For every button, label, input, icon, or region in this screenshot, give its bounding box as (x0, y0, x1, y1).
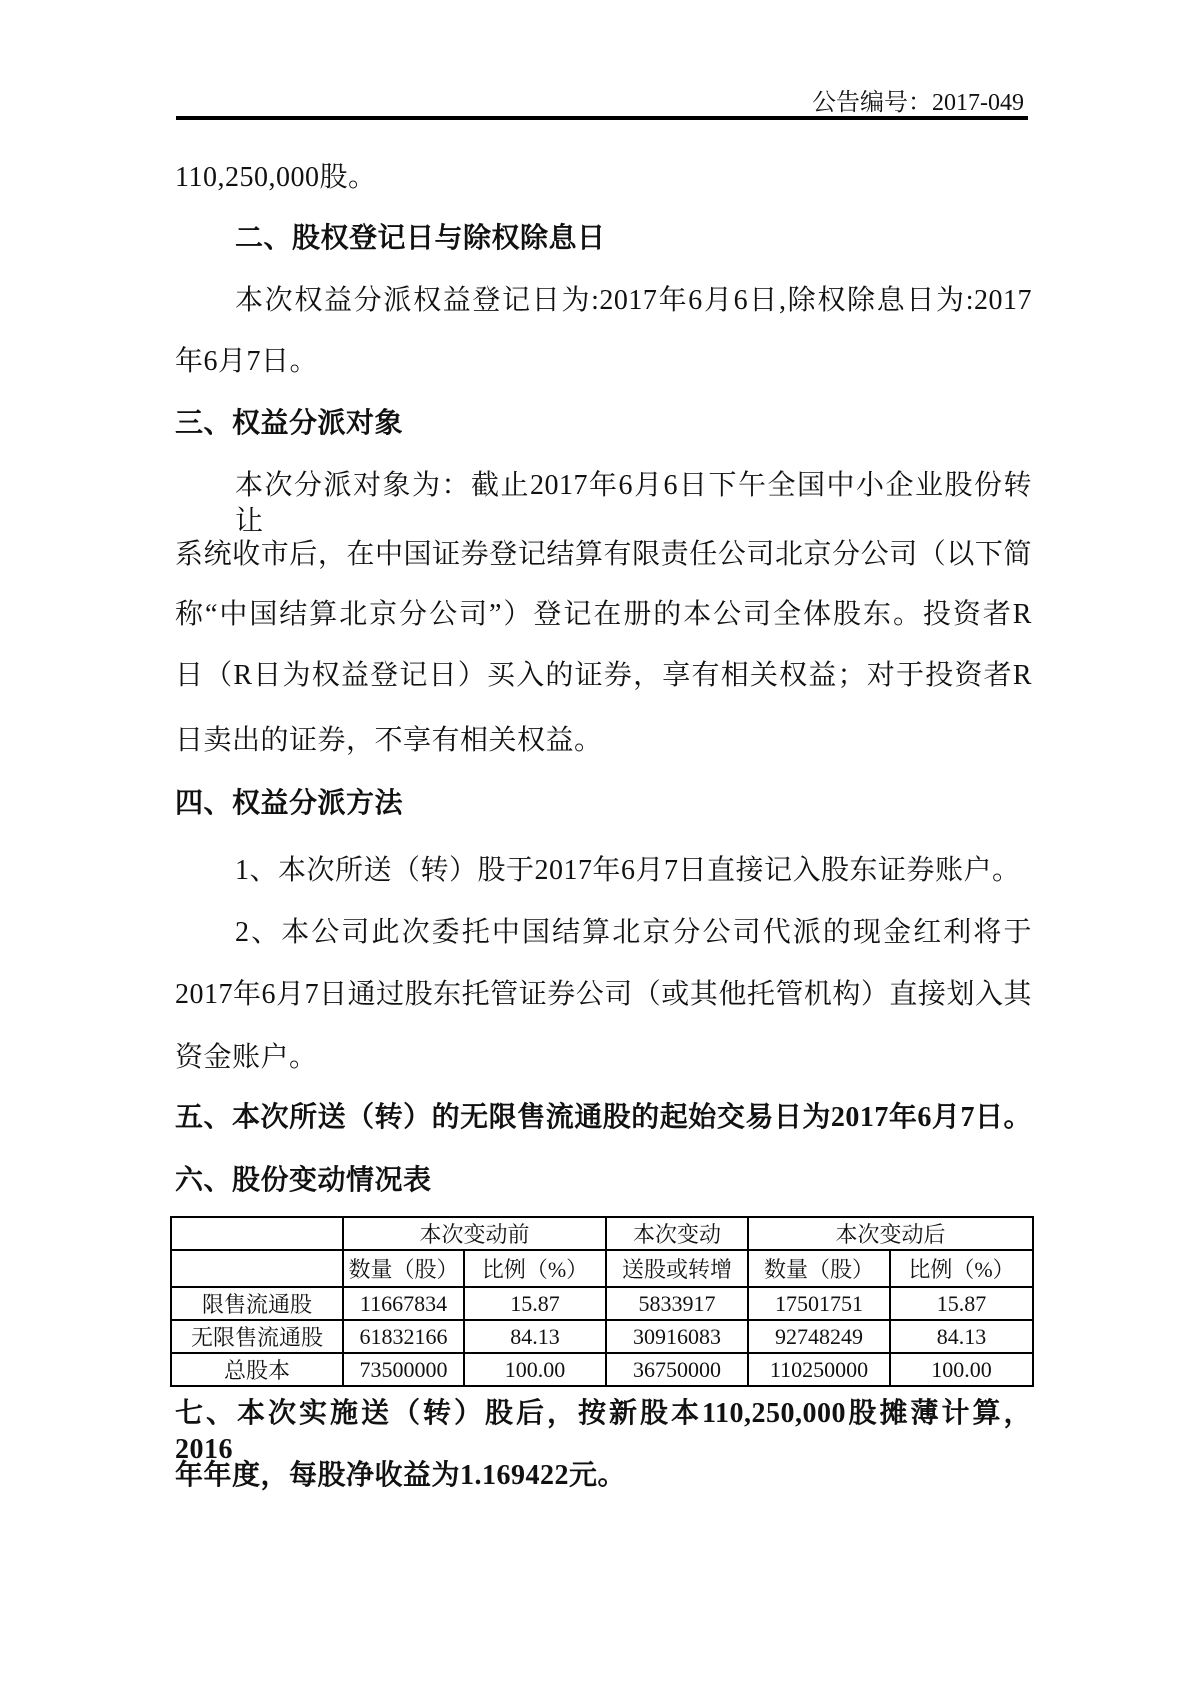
cell-before-pct: 84.13 (464, 1320, 606, 1353)
cell-after-qty: 110250000 (748, 1353, 890, 1386)
share-change-table (170, 1216, 1034, 1387)
col-header-pct-before: 比例（%） (464, 1250, 606, 1287)
section-7-line-1: 七、本次实施送（转）股后，按新股本110,250,000股摊薄计算，2016 (175, 1398, 1032, 1465)
para-3-line-5: 日卖出的证券，不享有相关权益。 (175, 725, 603, 756)
section-2-heading: 二、股权登记日与除权除息日 (235, 223, 606, 254)
para-4-item-2-line-3: 资金账户。 (175, 1042, 318, 1073)
row-label: 总股本 (171, 1353, 343, 1386)
para-3-line-3: 称“中国结算北京分公司”）登记在册的本公司全体股东。投资者R (175, 599, 1032, 630)
group-header-before: 本次变动前 (343, 1217, 606, 1250)
table-group-header-row (171, 1217, 1033, 1250)
row-label: 无限售流通股 (171, 1320, 343, 1353)
cell-after-pct: 15.87 (890, 1287, 1033, 1320)
para-3-line-2: 系统收市后，在中国证券登记结算有限责任公司北京分公司（以下简 (175, 539, 1032, 570)
para-3-line-1: 本次分派对象为：截止2017年6月6日下午全国中小企业股份转让 (235, 470, 1032, 537)
section-5-heading: 五、本次所送（转）的无限售流通股的起始交易日为2017年6月7日。 (175, 1102, 1032, 1133)
cell-before-qty: 73500000 (343, 1353, 464, 1386)
group-header-change: 本次变动 (606, 1217, 748, 1250)
table-column-header-row (171, 1250, 1033, 1287)
section-7-line-2: 年年度，每股净收益为1.169422元。 (175, 1460, 627, 1491)
cell-before-qty: 11667834 (343, 1287, 464, 1320)
para-3-line-4: 日（R日为权益登记日）买入的证券，享有相关权益；对于投资者R (175, 660, 1032, 691)
cell-before-qty: 61832166 (343, 1320, 464, 1353)
para-4-item-2-line-2: 2017年6月7日通过股东托管证券公司（或其他托管机构）直接划入其 (175, 979, 1032, 1010)
cell-after-pct: 100.00 (890, 1353, 1033, 1386)
table-row-restricted (171, 1287, 1033, 1320)
table-corner-cell-2 (171, 1250, 343, 1287)
para-2-line-2: 年6月7日。 (175, 346, 319, 377)
cell-after-pct: 84.13 (890, 1320, 1033, 1353)
cell-change-qty: 5833917 (606, 1287, 748, 1320)
para-2-line-1: 本次权益分派权益登记日为:2017年6月6日,除权除息日为:2017 (235, 285, 1032, 316)
col-header-qty-after: 数量（股） (748, 1250, 890, 1287)
carryover-line: 110,250,000股。 (175, 162, 377, 193)
cell-change-qty: 36750000 (606, 1353, 748, 1386)
para-4-item-1: 1、本次所送（转）股于2017年6月7日直接记入股东证券账户。 (235, 855, 1021, 886)
col-header-change: 送股或转增 (606, 1250, 748, 1287)
section-4-heading: 四、权益分派方法 (175, 788, 404, 819)
col-header-pct-after: 比例（%） (890, 1250, 1033, 1287)
cell-after-qty: 92748249 (748, 1320, 890, 1353)
table-corner-cell (171, 1217, 343, 1250)
row-label: 限售流通股 (171, 1287, 343, 1320)
section-6-heading: 六、股份变动情况表 (175, 1165, 432, 1196)
cell-after-qty: 17501751 (748, 1287, 890, 1320)
cell-change-qty: 30916083 (606, 1320, 748, 1353)
cell-before-pct: 15.87 (464, 1287, 606, 1320)
table-row-unrestricted (171, 1320, 1033, 1353)
col-header-qty-before: 数量（股） (343, 1250, 464, 1287)
para-4-item-2-line-1: 2、本公司此次委托中国结算北京分公司代派的现金红利将于 (235, 917, 1032, 948)
cell-before-pct: 100.00 (464, 1353, 606, 1386)
doc-number: 公告编号：2017-049 (812, 90, 1024, 116)
table-row-total (171, 1353, 1033, 1386)
group-header-after: 本次变动后 (748, 1217, 1033, 1250)
header-divider-line (176, 116, 1028, 120)
section-3-heading: 三、权益分派对象 (175, 408, 404, 439)
